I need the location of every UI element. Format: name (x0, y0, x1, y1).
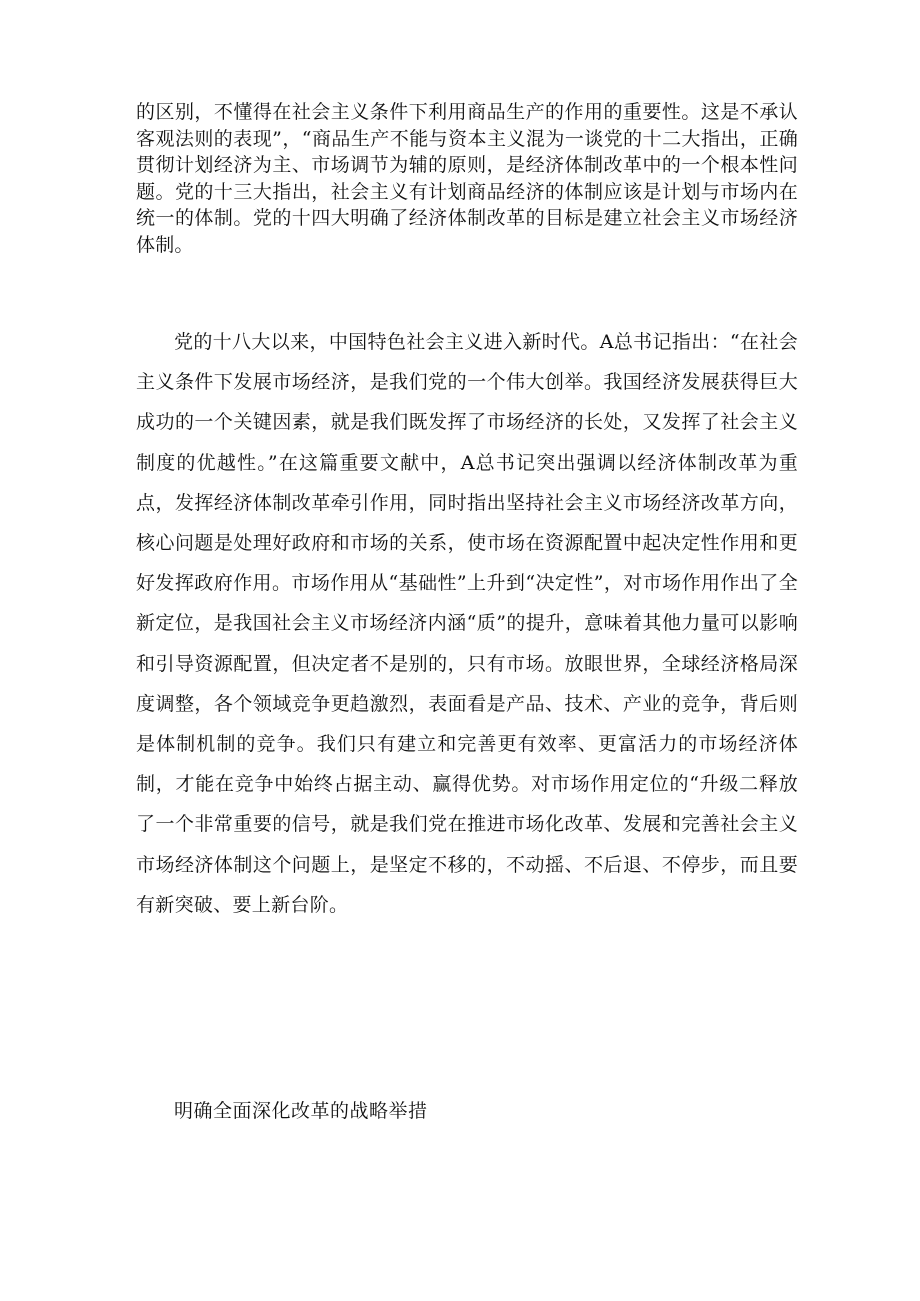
section-heading: 明确全面深化改革的战略举措 (174, 1100, 428, 1122)
paragraph-continued: 的区别，不懂得在社会主义条件下利用商品生产的作用的重要性。这是不承认客观法则的表现”，“商品生产不能与资本主义混为一谈党的十二大指出，正确贯彻计划经济为主、市场调节为辅的原则，是经济体制改革中的一个根本性问题。党的十三大指出，社会主义有计划商品经济的体制应该是计划与市场内在统一的体制。党的十四大明确了经济体制改革的目标是建立社会主义市场经济体制。 (136, 101, 798, 256)
paragraph-main: 党的十八大以来，中国特色社会主义进入新时代。A总书记指出：“在社会主义条件下发展市场经济，是我们党的一个伟大创举。我国经济发展获得巨大成功的一个关键因素，就是我们既发挥了市场经济的长处，又发挥了社会主义制度的优越性。”在这篇重要文献中，A总书记突出强调以经济体制改革为重点，发挥经济体制改革牵引作用，同时指出坚持社会主义市场经济改革方向，核心问题是处理好政府和市场的关系，使市场在资源配置中起决定性作用和更好发挥政府作用。市场作用从“基础性”上升到“决定性”，对市场作用作出了全新定位，是我国社会主义市场经济内涵“质”的提升，意味着其他力量可以影响和引导资源配置，但决定者不是别的，只有市场。放眼世界，全球经济格局深度调整，各个领域竞争更趋激烈，表面看是产品、技术、产业的竞争，背后则是体制机制的竞争。我们只有建立和完善更有效率、更富活力的市场经济体制，才能在竞争中始终占据主动、赢得优势。对市场作用定位的“升级二释放了一个非常重要的信号，就是我们党在推进市场化改革、发展和完善社会主义市场经济体制这个问题上，是坚定不移的，不动摇、不后退、不停步，而且要有新突破、要上新台阶。 (136, 331, 798, 916)
